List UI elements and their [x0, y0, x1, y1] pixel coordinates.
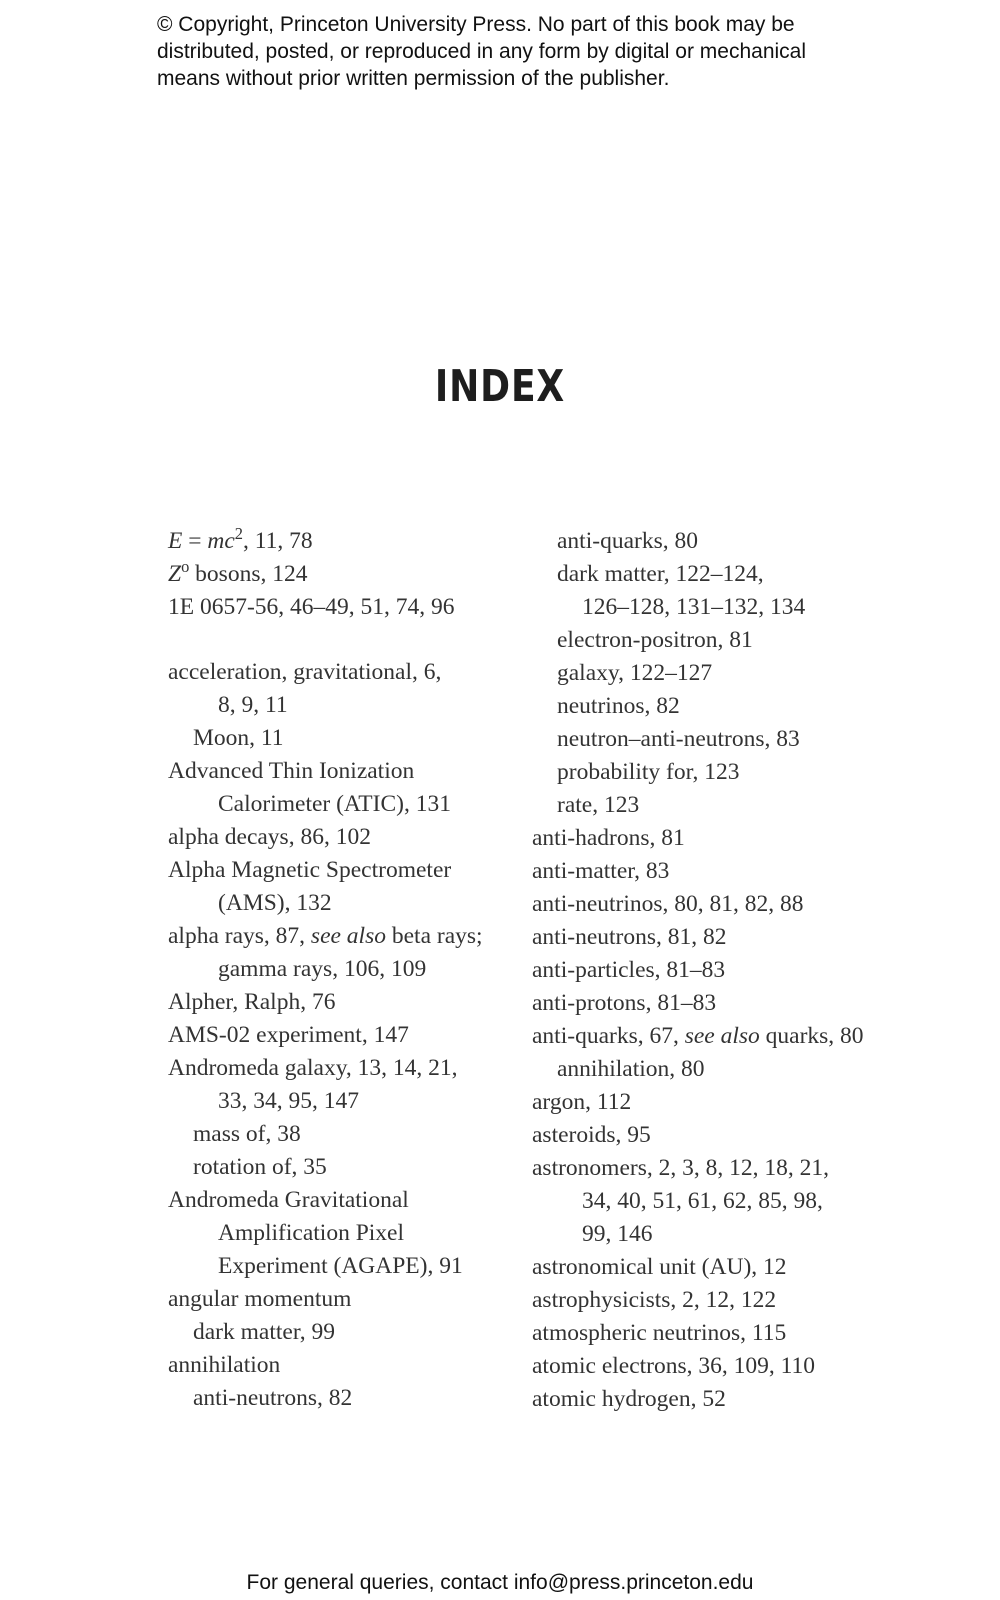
index-entry: anti-neutrons, 81, 82 — [532, 924, 727, 950]
copyright-notice — [157, 11, 897, 92]
copyright-line: distributed, posted, or reproduced in any form by digital or mechanical — [157, 40, 807, 63]
index-subentry: galaxy, 122–127 — [557, 660, 713, 686]
index-entry: Andromeda Gravitational — [168, 1187, 409, 1213]
index-entry: atomic electrons, 36, 109, 110 — [532, 1353, 816, 1379]
index-subentry: anti-neutrons, 82 — [193, 1385, 353, 1411]
index-entry: Andromeda galaxy, 13, 14, 21, — [168, 1055, 458, 1081]
copyright-line: © Copyright, Princeton University Press. No part of this book may be — [157, 13, 795, 36]
index-subentry: mass of, 38 — [193, 1121, 301, 1147]
index-entry-continuation: 99, 146 — [582, 1221, 653, 1247]
index-entry: astrophysicists, 2, 12, 122 — [532, 1287, 777, 1313]
index-entry: $E = mc^2$, 11, 78 — [168, 523, 313, 554]
index-entry: alpha decays, 86, 102 — [168, 824, 371, 850]
index-entry: AMS-02 experiment, 147 — [168, 1022, 409, 1048]
index-entry: acceleration, gravitational, 6, — [168, 659, 442, 685]
index-entry: anti-particles, 81–83 — [532, 957, 726, 983]
index-subentry: dark matter, 99 — [193, 1319, 335, 1345]
index-entry: anti-protons, 81–83 — [532, 990, 717, 1016]
index-entry: Alpha Magnetic Spectrometer — [168, 857, 452, 883]
index-subentry: anti-quarks, 80 — [557, 528, 698, 554]
index-subentry: Moon, 11 — [193, 725, 284, 751]
index-entry: anti-quarks, 67, see also quarks, 80 — [532, 1023, 864, 1049]
index-entry: astronomical unit (AU), 12 — [532, 1254, 787, 1280]
index-subentry: rate, 123 — [557, 792, 640, 818]
index-entry: angular momentum — [168, 1286, 352, 1312]
index-entry-continuation: Amplification Pixel — [218, 1220, 405, 1246]
index-subentry: neutrinos, 82 — [557, 693, 680, 719]
index-entry-continuation: 126–128, 131–132, 134 — [582, 594, 806, 620]
copyright-line: means without prior written permission of the publisher. — [157, 67, 670, 90]
index-entry: argon, 112 — [532, 1089, 632, 1115]
index-entry-continuation: Experiment (AGAPE), 91 — [218, 1253, 463, 1279]
index-entry: atmospheric neutrinos, 115 — [532, 1320, 787, 1346]
index-entry-continuation: (AMS), 132 — [218, 890, 332, 916]
index-entry-continuation: gamma rays, 106, 109 — [218, 956, 427, 982]
index-entry: anti-hadrons, 81 — [532, 825, 685, 851]
index-entry: astronomers, 2, 3, 8, 12, 18, 21, — [532, 1155, 829, 1181]
index-entry: anti-neutrinos, 80, 81, 82, 88 — [532, 891, 804, 917]
index-entry: Alpher, Ralph, 76 — [168, 989, 336, 1015]
index-subentry: electron-positron, 81 — [557, 627, 753, 653]
index-entry-continuation: Calorimeter (ATIC), 131 — [218, 791, 451, 817]
index-entry: anti-matter, 83 — [532, 858, 670, 884]
index-entry-continuation: 8, 9, 11 — [218, 692, 288, 718]
index-subentry: neutron–anti-neutrons, 83 — [557, 726, 800, 752]
index-entry: Advanced Thin Ionization — [168, 758, 415, 784]
index-subentry: rotation of, 35 — [193, 1154, 327, 1180]
index-entry: alpha rays, 87, see also beta rays; — [168, 923, 483, 949]
index-entry: 1E 0657-56, 46–49, 51, 74, 96 — [168, 594, 455, 620]
index-entry: asteroids, 95 — [532, 1122, 651, 1148]
index-entry: annihilation — [168, 1352, 281, 1378]
index-subentry: dark matter, 122–124, — [557, 561, 764, 587]
index-entry-continuation: 33, 34, 95, 147 — [218, 1088, 359, 1114]
page-title: INDEX — [434, 361, 566, 412]
index-entry-continuation: 34, 40, 51, 61, 62, 85, 98, — [582, 1188, 823, 1214]
index-subentry: annihilation, 80 — [557, 1056, 705, 1082]
index-entry: atomic hydrogen, 52 — [532, 1386, 726, 1412]
footer-contact: For general queries, contact info@press.princeton.edu — [246, 1571, 754, 1594]
index-entry: $Z^o$ bosons, 124 — [168, 556, 308, 587]
index-subentry: probability for, 123 — [557, 759, 740, 785]
